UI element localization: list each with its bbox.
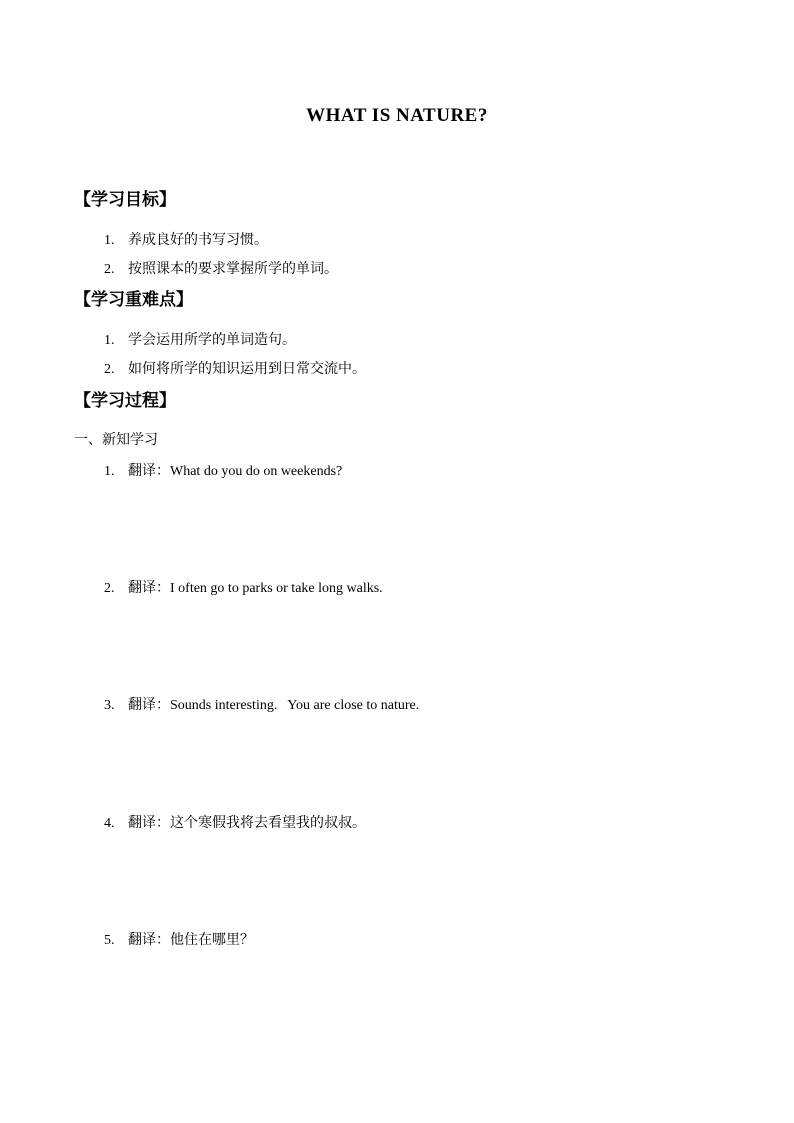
question-text: What do you do on weekends?	[170, 464, 343, 479]
question-label: 翻译：	[128, 463, 170, 479]
page-title: WHAT IS NATURE?	[306, 105, 488, 126]
goal-item	[104, 259, 338, 280]
question-text: I often go to parks or take long walks.	[170, 581, 383, 596]
goal-item-text: 按照课本的要求掌握所学的单词。	[128, 261, 338, 277]
process-subheading: 一、新知学习	[74, 432, 158, 448]
section-heading-goals: 【学习目标】	[74, 190, 176, 210]
key-point-item-text: 学会运用所学的单词造句。	[128, 332, 296, 348]
question-number: 1.	[104, 464, 115, 479]
question-number: 3.	[104, 698, 115, 713]
question-label: 翻译：	[128, 932, 170, 948]
question-label: 翻译：	[128, 697, 170, 713]
goal-item	[104, 230, 268, 251]
question-number: 5.	[104, 933, 115, 948]
question-text: 这个寒假我将去看望我的叔叔。	[170, 815, 366, 831]
question-number: 2.	[104, 581, 115, 596]
question-text: 他住在哪里？	[170, 932, 254, 948]
question-label: 翻译：	[128, 815, 170, 831]
question-item	[104, 578, 383, 599]
question-item	[104, 930, 254, 951]
goal-item-number: 2.	[104, 262, 115, 277]
question-text: Sounds interesting. You are close to nature.	[170, 698, 420, 713]
key-point-item-number: 1.	[104, 333, 115, 348]
goal-item-text: 养成良好的书写习惯。	[128, 232, 268, 248]
question-label: 翻译：	[128, 580, 170, 596]
key-point-item-text: 如何将所学的知识运用到日常交流中。	[128, 361, 366, 377]
key-point-item-number: 2.	[104, 362, 115, 377]
key-point-item	[104, 359, 366, 380]
section-heading-process: 【学习过程】	[74, 391, 176, 411]
question-item	[104, 813, 366, 834]
section-heading-key-points: 【学习重难点】	[74, 290, 193, 310]
key-point-item	[104, 330, 296, 351]
question-item	[104, 461, 342, 482]
question-item	[104, 695, 419, 716]
goal-item-number: 1.	[104, 233, 115, 248]
question-number: 4.	[104, 816, 115, 831]
